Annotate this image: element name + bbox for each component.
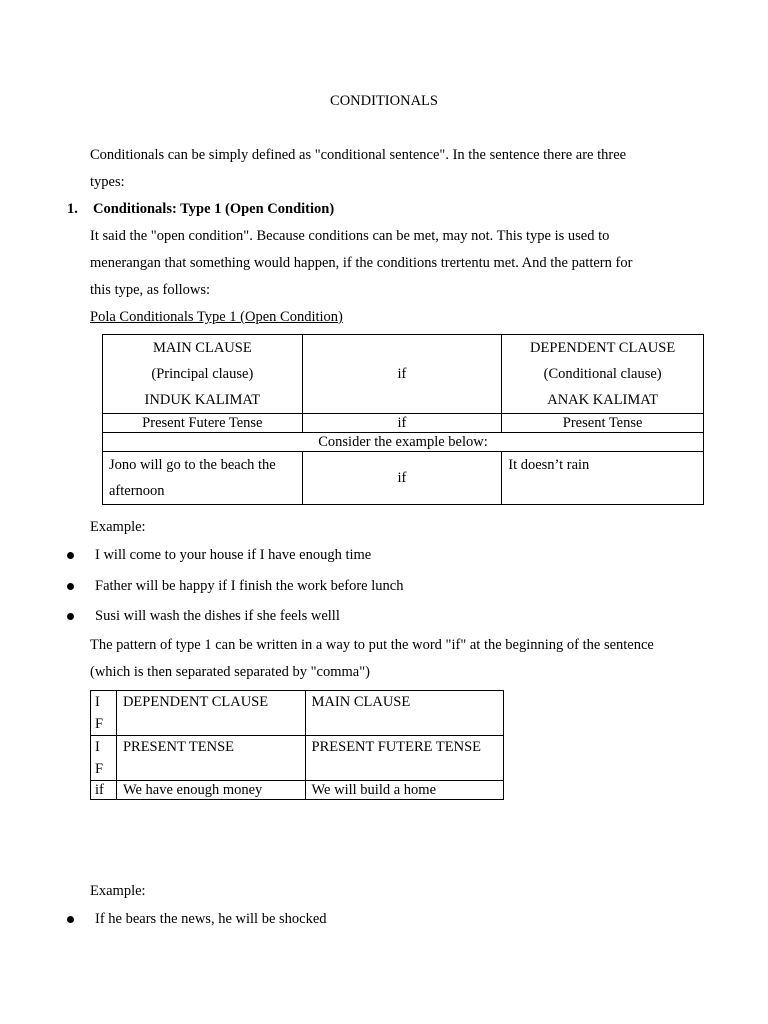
cell-text: ANAK KALIMAT xyxy=(547,392,658,408)
cell-text: Jono will go to the beach the xyxy=(109,457,276,473)
cell-text: afternoon xyxy=(109,483,165,499)
example-label: Example: xyxy=(90,883,146,899)
table-cell: if xyxy=(302,414,502,433)
cell-text: DEPENDENT CLAUSE xyxy=(530,340,676,356)
section-number: 1. xyxy=(67,201,78,217)
paragraph-line: It said the "open condition". Because conditions can be met, may not. This type is used to xyxy=(90,228,610,244)
cell-text: F xyxy=(95,761,104,777)
table-cell: MAIN CLAUSE xyxy=(305,691,503,736)
paragraph-line: menerangan that something would happen, if the conditions trertentu met. And the pattern for xyxy=(90,255,633,271)
example-if-cell: if xyxy=(302,452,502,505)
bullet-icon xyxy=(67,583,74,590)
paragraph-line: (which is then separated separated by "comma") xyxy=(90,664,370,680)
pattern-title: Pola Conditionals Type 1 (Open Condition) xyxy=(90,309,343,325)
pattern-table-type1 xyxy=(102,334,704,505)
table-cell: Consider the example below: xyxy=(103,433,704,452)
list-item: I will come to your house if I have enough time xyxy=(95,547,372,563)
cell-text: (Principal clause) xyxy=(151,366,254,382)
table-cell: Present Tense xyxy=(502,414,704,433)
table-cell: PRESENT TENSE xyxy=(116,736,305,781)
cell-text: I xyxy=(95,739,100,755)
list-item: If he bears the news, he will be shocked xyxy=(95,911,327,927)
main-clause-header xyxy=(103,335,303,414)
example-label: Example: xyxy=(90,519,146,535)
pattern-table-if-first xyxy=(90,690,504,800)
example-main-cell xyxy=(103,452,303,505)
if-cell: if xyxy=(91,781,117,800)
paragraph-line: The pattern of type 1 can be written in a way to put the word "if" at the beginning of the sentence xyxy=(90,637,654,653)
cell-text: I xyxy=(95,694,100,710)
table-cell: Present Futere Tense xyxy=(103,414,303,433)
bullet-icon xyxy=(67,916,74,923)
if-header: if xyxy=(302,335,502,414)
table-cell: We have enough money xyxy=(116,781,305,800)
cell-text: (Conditional clause) xyxy=(543,366,662,382)
list-item: Father will be happy if I finish the work before lunch xyxy=(95,578,404,594)
example-dep-cell: It doesn’t rain xyxy=(502,452,704,505)
bullet-icon xyxy=(67,552,74,559)
if-cell xyxy=(91,691,117,736)
section-heading: Conditionals: Type 1 (Open Condition) xyxy=(93,201,335,217)
cell-text: F xyxy=(95,716,104,732)
table-cell: PRESENT FUTERE TENSE xyxy=(305,736,503,781)
dependent-clause-header xyxy=(502,335,704,414)
cell-text: MAIN CLAUSE xyxy=(153,340,252,356)
intro-line: types: xyxy=(90,174,125,190)
bullet-icon xyxy=(67,613,74,620)
intro-line: Conditionals can be simply defined as "conditional sentence". In the sentence there are three xyxy=(90,147,627,163)
table-cell: We will build a home xyxy=(305,781,503,800)
table-cell: DEPENDENT CLAUSE xyxy=(116,691,305,736)
cell-text: INDUK KALIMAT xyxy=(144,392,261,408)
list-item: Susi will wash the dishes if she feels welll xyxy=(95,608,340,624)
page-title: CONDITIONALS xyxy=(330,93,438,109)
paragraph-line: this type, as follows: xyxy=(90,282,211,298)
if-cell xyxy=(91,736,117,781)
